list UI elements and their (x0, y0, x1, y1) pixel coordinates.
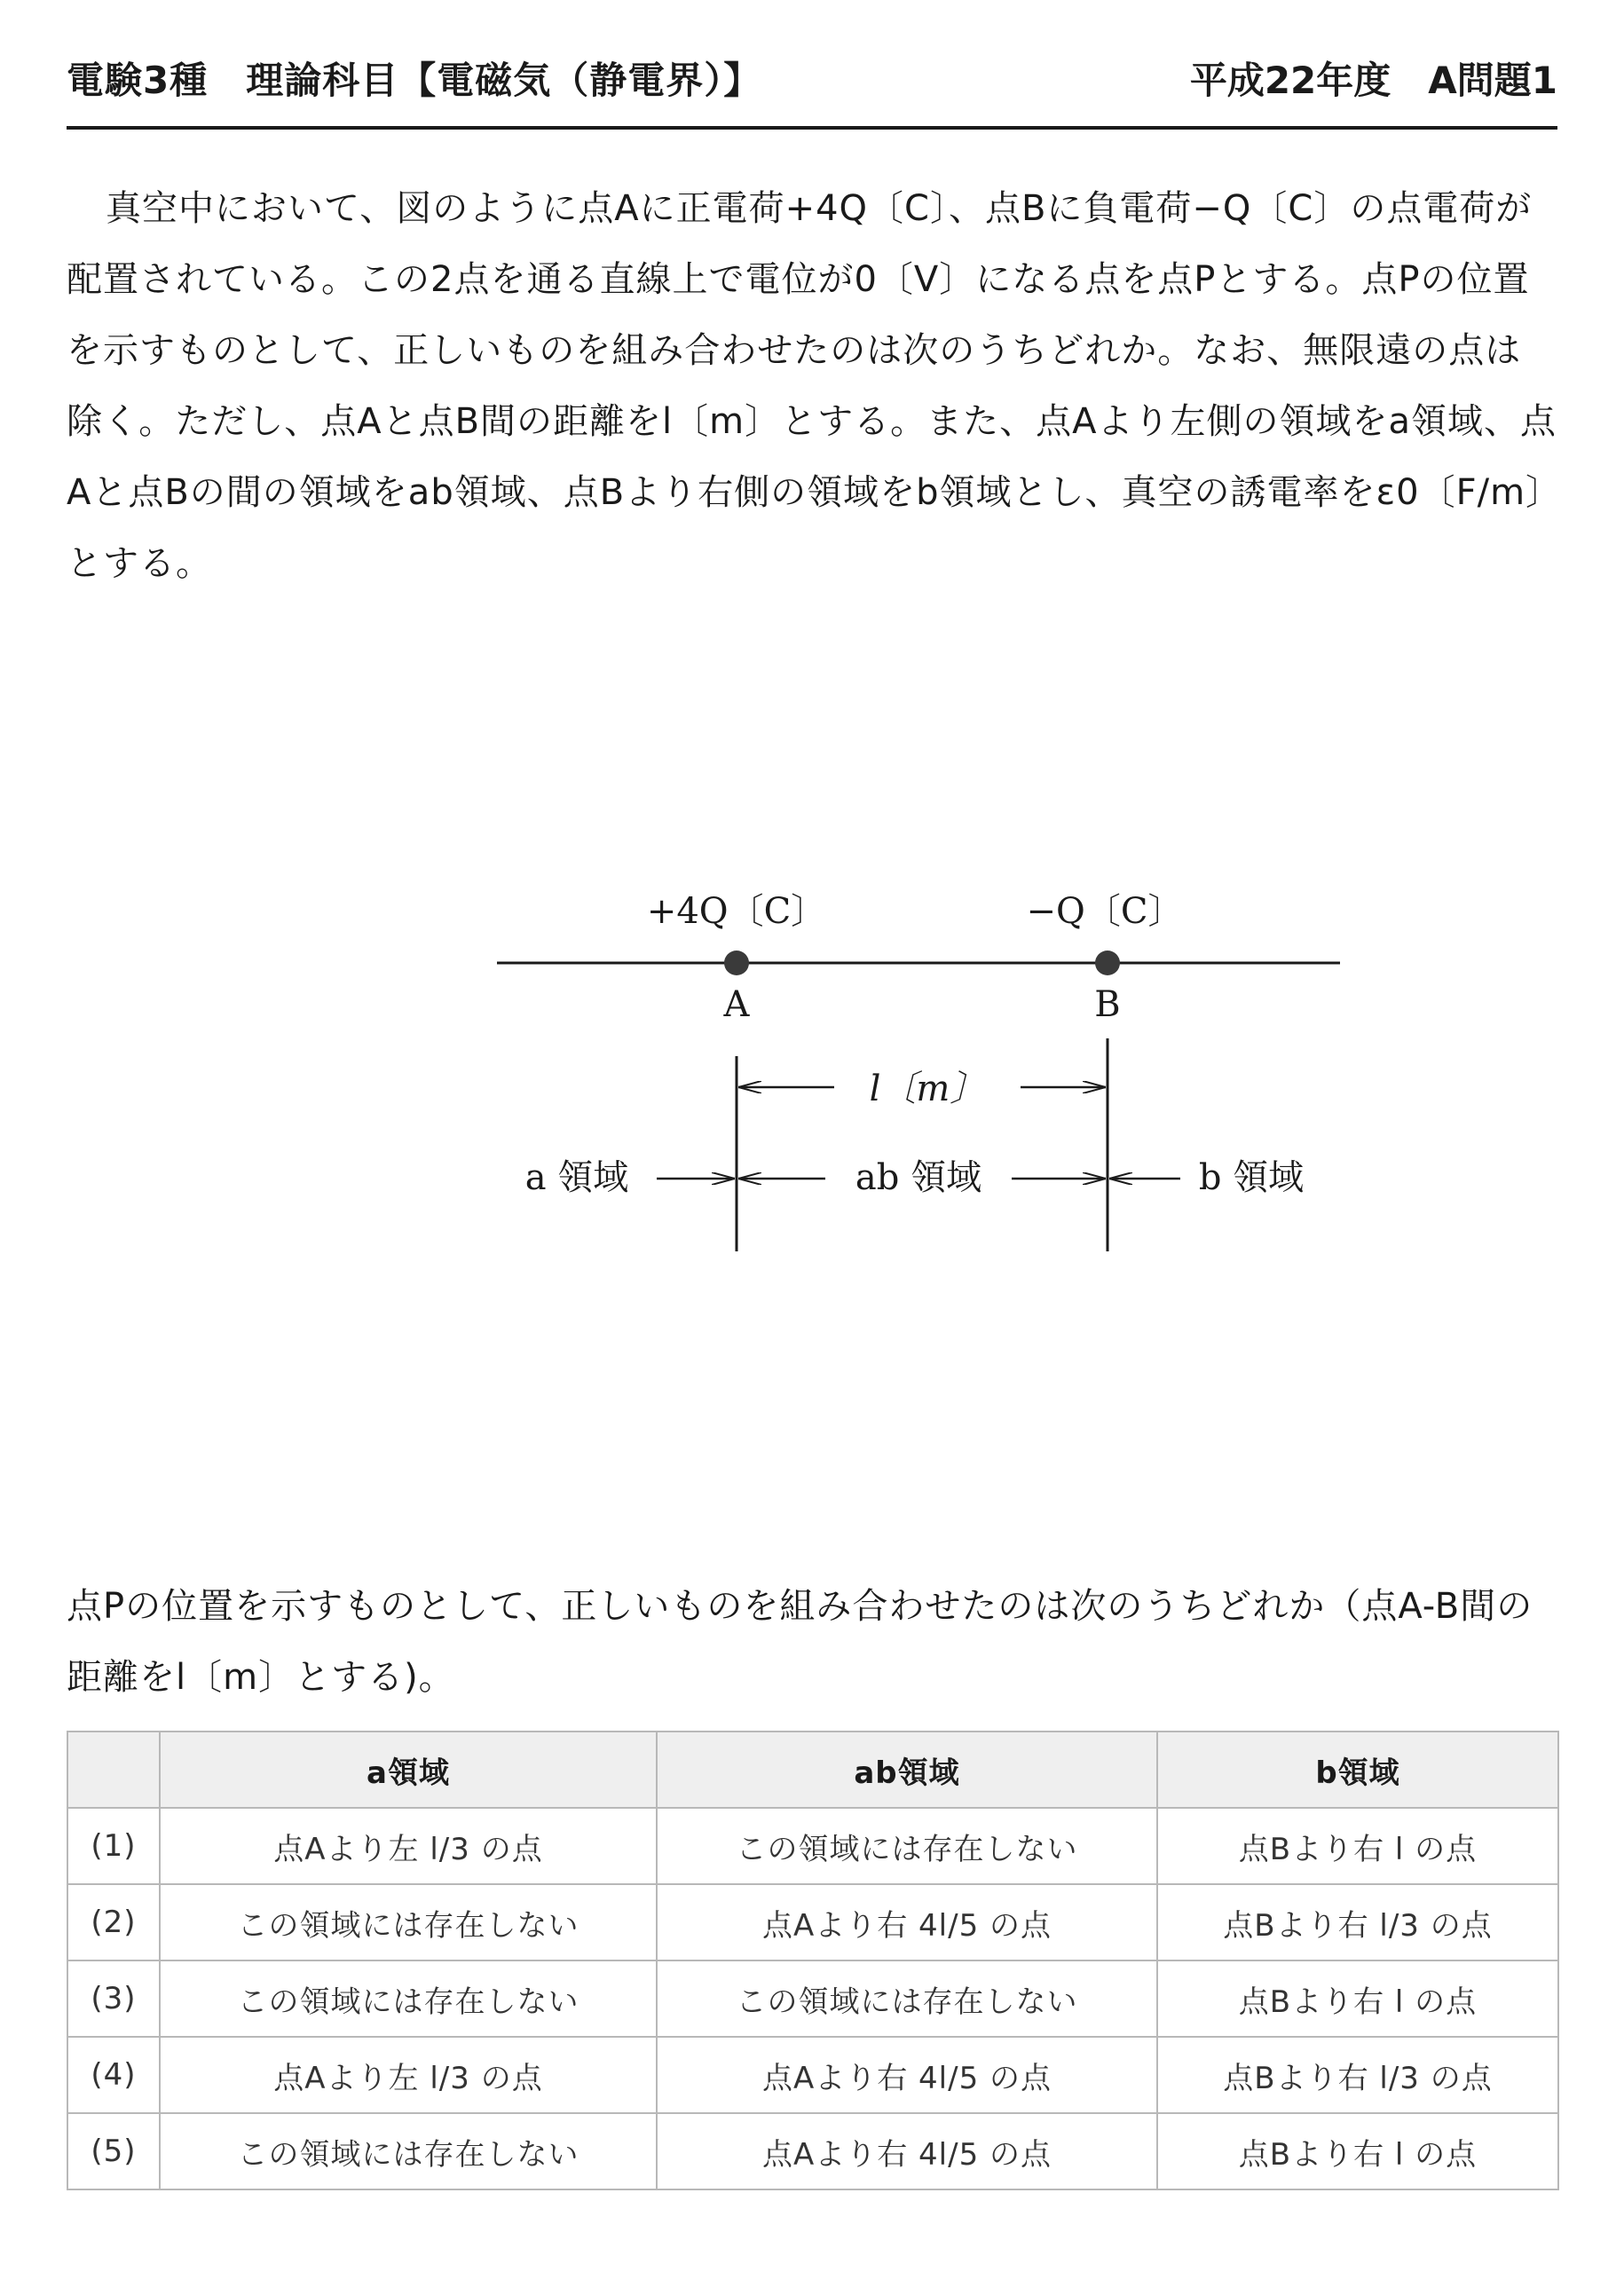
region-a-label: a 領域 (524, 1157, 629, 1198)
distance-label: l〔m〕 (869, 1069, 986, 1109)
cell-b: 点Bより右 l/3 の点 (1157, 2037, 1558, 2113)
cell-ab: この領域には存在しない (657, 1808, 1157, 1884)
answer-choices-table (67, 1731, 1559, 2190)
cell-ab: この領域には存在しない (657, 1960, 1157, 2037)
point-a-label: A (723, 984, 750, 1025)
question-text: 点Pの位置を示すものとして、正しいものを組み合わせたのは次のうちどれか（点A-B間の距離をl〔m〕とする)。 (67, 1586, 1533, 1698)
choice-number: (2) (67, 1884, 160, 1960)
cell-ab: 点Aより右 4l/5 の点 (657, 1884, 1157, 1960)
problem-text: 真空中において、図のように点Aに正電荷+4Q〔C〕、点Bに負電荷−Q〔C〕の点電荷が配置されている。この2点を通る直線上で電位が0〔V〕になる点を点Pとする。点Pの位置を示すものとして、正しいものを組み合わせたのは次のうちどれか。なお、無限遠の点は除く。ただし、点Aと点B間の距離をl〔m〕とする。また、点Aより左側の領域をa領域、点Aと点Bの間の領域をab領域、点Bより右側の領域をb領域とし、真空の誘電率をε0〔F/m〕とする。 (67, 188, 1557, 584)
cell-a: 点Aより左 l/3 の点 (160, 1808, 657, 1884)
table-header-a: a領域 (160, 1732, 657, 1808)
header-exam-year: 平成22年度 A問題1 (1189, 59, 1557, 102)
point-b-label: B (1094, 984, 1121, 1025)
region-ab-label: ab 領域 (855, 1157, 982, 1198)
cell-ab: 点Aより右 4l/5 の点 (657, 2037, 1157, 2113)
table-row (67, 1884, 1558, 1960)
cell-b: 点Bより右 l の点 (1157, 2113, 1558, 2189)
table-row (67, 2037, 1558, 2113)
cell-a: この領域には存在しない (160, 2113, 657, 2189)
choice-number: (3) (67, 1960, 160, 2037)
charge-b-label: −Q〔C〕 (1026, 891, 1184, 932)
cell-ab: 点Aより右 4l/5 の点 (657, 2113, 1157, 2189)
cell-a: 点Aより左 l/3 の点 (160, 2037, 657, 2113)
cell-b: 点Bより右 l の点 (1157, 1808, 1558, 1884)
header-subject: 電験3種 理論科目【電磁気（静電界）】 (67, 59, 762, 102)
charge-a-label: +4Q〔C〕 (646, 891, 827, 932)
region-b-label: b 領域 (1198, 1157, 1305, 1198)
table-header-row (67, 1732, 1558, 1808)
table-header-b: b領域 (1157, 1732, 1558, 1808)
cell-b: 点Bより右 l の点 (1157, 1960, 1558, 2037)
table-row (67, 1808, 1558, 1884)
choice-number: (5) (67, 2113, 160, 2189)
table-row (67, 1960, 1558, 2037)
choice-number: (1) (67, 1808, 160, 1884)
charge-a-dot (724, 951, 749, 975)
cell-a: この領域には存在しない (160, 1960, 657, 2037)
choice-number: (4) (67, 2037, 160, 2113)
charge-diagram (479, 879, 1367, 1269)
page-header (67, 44, 1557, 130)
table-header-ab: ab領域 (657, 1732, 1157, 1808)
cell-a: この領域には存在しない (160, 1884, 657, 1960)
table-header-number (67, 1732, 160, 1808)
charge-b-dot (1095, 951, 1120, 975)
table-row (67, 2113, 1558, 2189)
cell-b: 点Bより右 l/3 の点 (1157, 1884, 1558, 1960)
